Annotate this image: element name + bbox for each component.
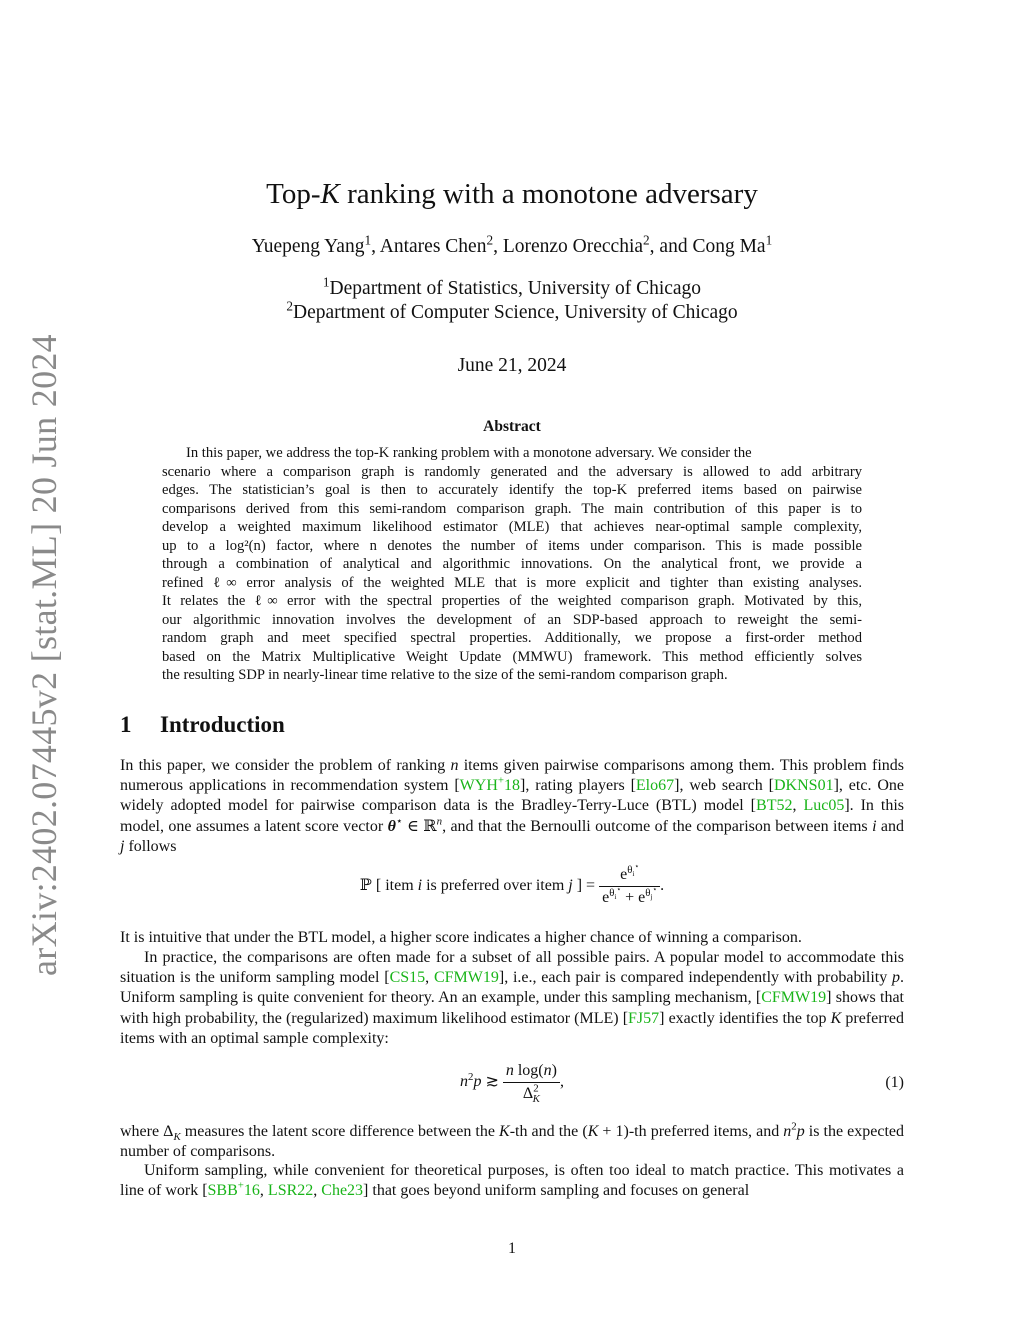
affiliation: $^2$Department of Computer Science, University of Chicago xyxy=(286,298,738,323)
abstract-line: random graph and meet specified spectral properties. Additionally, we propose a first-order method xyxy=(162,630,862,646)
btl-fraction: $\frac{e^{\theta_i^⋆}}{e^{\theta_i^⋆} + e^{\theta_j^⋆}}$ xyxy=(599,866,660,907)
author-name: Lorenzo Orecchia xyxy=(502,236,644,257)
section-heading xyxy=(120,712,285,738)
abstract-line: In this paper, we address the top-K ranking problem with a monotone adversary. We consider the xyxy=(186,445,752,461)
abstract-heading: Abstract xyxy=(483,418,541,435)
equation-1: $n^2p$ ≳ $\frac{\text{n log(n)}}{\Delta^2_K}$ , (1) xyxy=(460,1062,904,1106)
citation-link[interactable]: Che23 xyxy=(321,1182,364,1200)
author-name: Antares Chen xyxy=(379,236,487,257)
abstract-line: scenario where a comparison graph is randomly generated and the adversary is allowed to add arbitrary xyxy=(162,464,862,480)
abstract-line: through a combination of analytical and algorithmic innovations. On the analytical front, we provide a xyxy=(162,556,862,572)
author-name: Cong Ma xyxy=(692,236,766,257)
citation-link[interactable]: Elo67 xyxy=(635,777,675,795)
citation-link[interactable]: CS15 xyxy=(389,969,426,987)
intro-paragraph: In this paper, we consider the problem of ranking n items given pairwise comparisons among them. This problem finds numerous applications in recommendation system [WYH+18], rating players [Elo67], web search [DKNS01], etc. One widely adopted model for pairwise comparison data is the Bradley-Terry-Luce (BTL) model [BT52, Luc05]. In this model, one assumes a latent score vector θ⋆ ∈ ℝ$^n$, and that the Bernoulli outcome of the comparison between items i and j follows xyxy=(120,757,905,855)
equation-number: (1) xyxy=(885,1074,904,1091)
citation-link[interactable]: SBB+16 xyxy=(207,1179,260,1200)
btl-equation: ℙ [ item i is preferred over item j ] = $\frac{e^{\theta_i^⋆}}{e^{\theta_i^⋆} + e^{\theta_j^⋆}}$ . xyxy=(359,861,665,906)
page-number: 1 xyxy=(508,1240,516,1257)
arxiv-id: arXiv:2402.07445v2 [stat.ML] 20 Jun 2024 xyxy=(24,334,64,976)
abstract-line: based on the Matrix Multiplicative Weight Update (MMWU) framework. This method efficiently solves xyxy=(162,649,862,665)
intro-paragraph: In practice, the comparisons are often made for a subset of all possible pairs. A popular model to accommodate this situation is the uniform sampling model [CS15, CFMW19], i.e., each pair is compared independently with probability p. Uniform sampling is quite convenient for theory. An an example, under this sampling mechanism, [CFMW19] shows that with high probability, the (regularized) maximum likelihood estimator (MLE) [FJ57] exactly identifies the top K preferred items with an optimal sample complexity: xyxy=(120,949,905,1047)
intro-paragraph: Uniform sampling, while convenient for theoretical purposes, is often too ideal to match practice. This motivates a line of work [SBB+16, LSR22, Che23] that goes beyond uniform sampling and focuses on general xyxy=(120,1162,904,1200)
citation-link[interactable]: Luc05 xyxy=(803,797,845,815)
citation-link[interactable]: CFMW19 xyxy=(761,989,827,1007)
abstract-line: up to a log²(n) factor, where n denotes the number of items under comparison. This is made possible xyxy=(162,538,862,554)
paper-date: June 21, 2024 xyxy=(457,355,567,376)
abstract-line: refined ℓ∞ error analysis of the weighted MLE that is more explicit and tighter than existing analyses. xyxy=(162,575,862,591)
abstract-line: comparisons derived from this semi-random comparison graph. The main contribution of this paper is to xyxy=(162,501,862,517)
abstract-line: the resulting SDP in nearly-linear time relative to the size of the semi-random comparison graph. xyxy=(162,667,728,683)
citation-link[interactable]: CFMW19 xyxy=(433,969,499,987)
abstract-line: develop a weighted maximum likelihood estimator (MLE) that achieves near-optimal sample complexity, xyxy=(162,519,862,535)
author-name: Yuepeng Yang xyxy=(251,236,365,257)
abstract-line: our algorithmic innovation involves the development of an SDP-based approach to reweight the semi- xyxy=(162,612,862,628)
abstract-body xyxy=(162,444,862,463)
intro-paragraph: where $\Delta_K$ measures the latent score difference between the K-th and the (K + 1)-th preferred items, and $n^2p$ is the expected number of comparisons. xyxy=(120,1120,905,1161)
citation-link[interactable]: WYH+18 xyxy=(459,774,521,795)
citation-link[interactable]: FJ57 xyxy=(628,1009,660,1027)
author-list: Yuepeng Yang$^1$, Antares Chen$^2$, Lorenzo Orecchia$^2$, and Cong Ma$^1$ xyxy=(251,232,773,257)
section-title: Introduction xyxy=(160,712,285,737)
abstract-line: edges. The statistician’s goal is then to accurately identify the top-K preferred items based on pairwise xyxy=(162,482,862,498)
citation-link[interactable]: LSR22 xyxy=(267,1182,314,1200)
citation-link[interactable]: DKNS01 xyxy=(774,777,834,795)
intro-paragraph: It is intuitive that under the BTL model, a higher score indicates a higher chance of winning a comparison. xyxy=(120,929,802,946)
abstract-line: It relates the ℓ∞ error with the spectral properties of the weighted comparison graph. Motivated by this, xyxy=(162,593,862,609)
arxiv-stamp xyxy=(16,334,72,976)
citation-link[interactable]: BT52 xyxy=(756,797,793,815)
paper-title: Top-K ranking with a monotone adversary xyxy=(266,178,758,210)
affiliation: $^1$Department of Statistics, University of Chicago xyxy=(322,274,702,299)
section-number: 1 xyxy=(120,712,132,737)
